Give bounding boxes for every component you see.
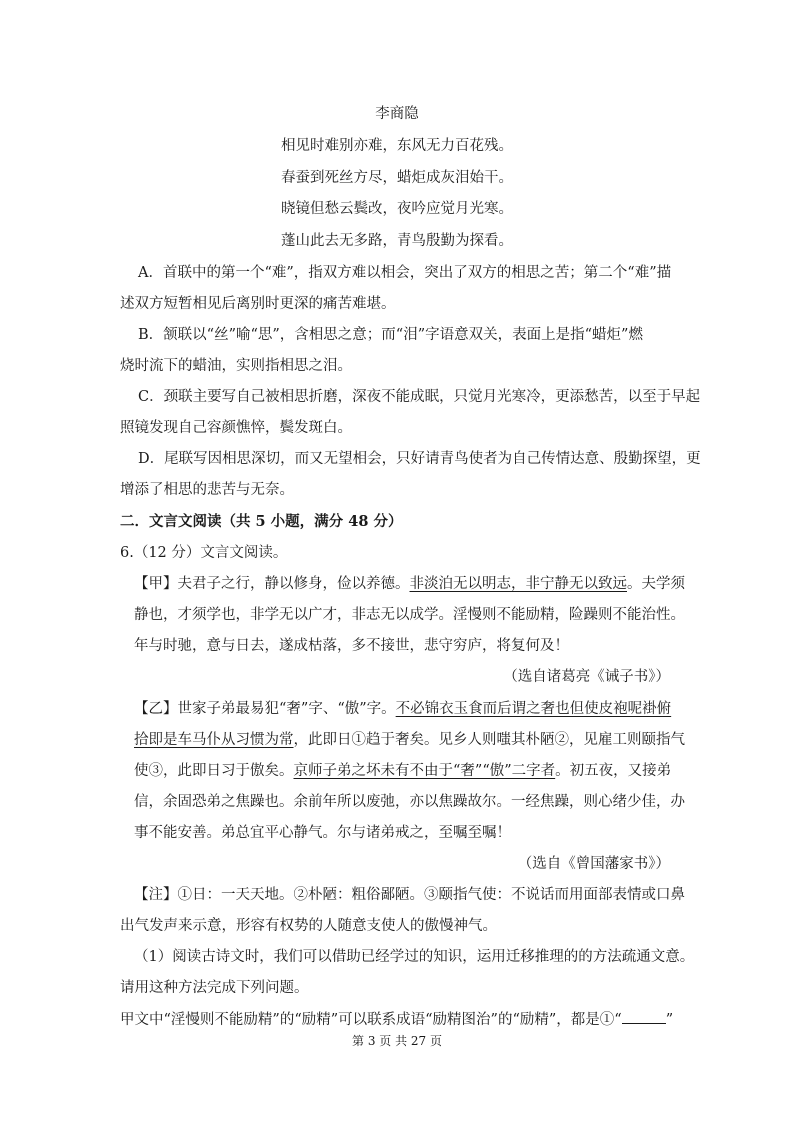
passage-jia-line-1: 【甲】夫君子之行，静以修身，俭以养德。非淡泊无以明志，非宁静无以致远。夫学须 — [134, 576, 685, 592]
poem-line-4: 蓬山此去无多路，青鸟殷勤为探看。 — [281, 233, 513, 249]
subquestion-1-line-3: 甲文中“淫慢则不能励精”的“励精”可以联系成语“励精图治”的“励精”，都是①“ ” — [120, 1009, 673, 1030]
option-d-line-2: 增添了相思的悲苦与无奈。 — [120, 482, 294, 498]
poem-line-2: 春蚕到死丝方尽，蜡炬成灰泪始干。 — [281, 170, 513, 186]
option-b-line-1: B．颔联以“丝”喻“思”，含相思之意；而“泪”字语意双关，表面上是指“蜡炬”燃 — [138, 327, 643, 343]
underlined-phrase: 不必锦衣玉食而后谓之奢也但使皮袍呢褂俯 — [395, 701, 672, 717]
passage-yi-line-4: 信，余固恐弟之焦躁也。余前年所以废弛，亦以焦躁故尔。一经焦躁，则心绪少佳，办 — [134, 794, 685, 810]
option-a-line-2: 述双方短暂相见后离别时更深的痛苦难堪。 — [120, 296, 396, 312]
poem-line-1: 相见时难别亦难，东风无力百花残。 — [281, 138, 513, 154]
notes-line-2: 出气发声来示意，形容有权势的人随意支使人的傲慢神气。 — [120, 918, 497, 934]
option-b-line-2: 烧时流下的蜡油，实则指相思之泪。 — [120, 358, 352, 374]
passage-yi-line-1: 【乙】世家子弟最易犯“奢”字、“傲”字。不必锦衣玉食而后谓之奢也但使皮袍呢褂俯 — [134, 701, 672, 717]
subquestion-1-line-1: （1）阅读古诗文时，我们可以借助已经学过的知识，运用迁移推理的的方法疏通文意。 — [134, 949, 695, 965]
poem-line-3: 晓镜但愁云鬓改，夜吟应觉月光寒。 — [281, 201, 513, 217]
option-c-line-1: C．颈联主要写自己被相思折磨，深夜不能成眠，只觉月光寒冷，更添愁苦，以至于早起 — [138, 389, 701, 405]
option-c-line-2: 照镜发现自己容颜憔悴，鬓发斑白。 — [120, 420, 352, 436]
option-d-line-1: D．尾联写因相思深切，而又无望相会，只好请青鸟使者为自己传情达意、殷勤探望，更 — [138, 451, 701, 467]
notes-line-1: 【注】①日：一天天地。②朴陋：粗俗鄙陋。③颐指气使：不说话而用面部表情或口鼻 — [134, 887, 685, 903]
underlined-phrase: 拾即是车马仆从习惯为常 — [134, 732, 294, 748]
page-footer: 第 3 页 共 27 页 — [352, 1034, 442, 1048]
passage-jia-line-3: 年与时驰，意与日去，遂成枯落，多不接世，悲守穷庐，将复何及！ — [134, 638, 569, 654]
passage-yi-line-2: 拾即是车马仆从习惯为常，此即日①趋于奢矣。见乡人则嗤其朴陋②，见雇工则颐指气 — [134, 732, 685, 748]
passage-yi-source: （选自《曾国藩家书》） — [517, 856, 670, 872]
poem-author: 李商隐 — [375, 106, 419, 122]
passage-jia-line-2: 静也，才须学也，非学无以广才，非志无以成学。淫慢则不能励精，险躁则不能治性。 — [134, 607, 685, 623]
passage-yi-line-3: 使③，此即日习于傲矣。京师子弟之坏未有不由于“奢”“傲”二字者。初五夜，又接弟 — [134, 763, 672, 779]
passage-jia-source: （选自诸葛亮《诫子书》） — [503, 669, 670, 685]
question-6-title: 6.（12 分）文言文阅读。 — [120, 545, 288, 561]
section-heading: 二．文言文阅读（共 5 小题，满分 48 分） — [120, 513, 403, 530]
option-a-line-1: A．首联中的第一个“难”，指双方难以相会，突出了双方的相思之苦；第二个“难”描 — [138, 265, 672, 281]
underlined-phrase: 非淡泊无以明志，非宁静无以致远 — [409, 576, 627, 592]
underlined-phrase: 京师子弟之坏未有不由于“奢”“傲”二字者 — [293, 763, 556, 779]
passage-yi-line-5: 事不能安善。弟总宜平心静气。尔与诸弟戒之，至嘱至嘱！ — [134, 825, 511, 841]
subquestion-1-line-2: 请用这种方法完成下列问题。 — [120, 980, 309, 996]
answer-blank — [622, 1009, 666, 1024]
